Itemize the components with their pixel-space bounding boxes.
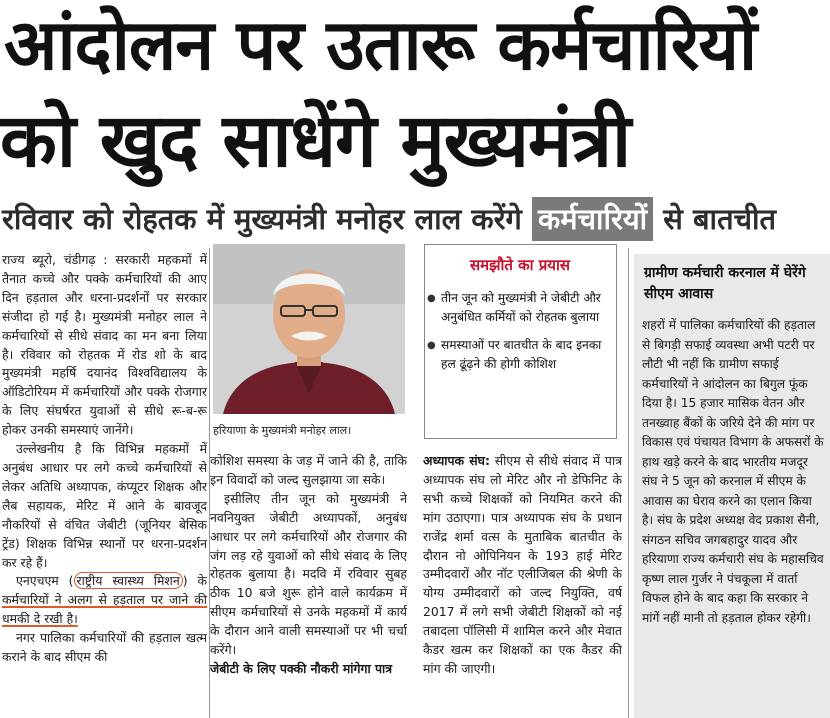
- info-box: [424, 244, 617, 439]
- portrait-image: [213, 244, 405, 414]
- sidebar-title: ग्रामीण कर्मचारी करनाल में घेरेंगे सीएम आवास: [644, 265, 806, 302]
- article-column-1: [2, 251, 207, 718]
- headline-line-2: को खुद साधेंगे मुख्यमंत्री: [0, 98, 631, 184]
- subhead-after: से बातचीत: [653, 202, 777, 236]
- text: सीएम से सीधे संवाद में पात्र अध्यापक संघ लो मेरिट और नो डेफिनिट के सभी कच्चे शिक्षकों को नियमित करने की मांग उठाएगा। पात्र अध्यापक संघ के प्रधान राजेंद्र शर्मा वत्स के मुताबिक बातचीत के दौरान नो ओपिनियन के 193 हाई मेरिट उम्मीदवारों और नॉट एलीजिबल की श्रेणी के योग्य उम्मीदवारों को जल्द नियुक्ति, वर्ष 2017 में लगे सभी जेबीटी शिक्षकों को नई तबादला पॉलिसी में शामिल करने और मेवात कैडर खत्म कर शिक्षकों का एक कैडर की मांग की जाएगी।: [423, 453, 622, 676]
- chief-minister-photo: [213, 244, 405, 414]
- text: ) के: [182, 573, 207, 589]
- subheading: जेबीटी के लिए पक्की नौकरी मांगेगा पात्र: [210, 660, 393, 676]
- sidebar-body: शहरों में पालिका कर्मचारियों की हड़ताल से बिगड़ी सफाई व्यवस्था अभी पटरी पर लौटी भी नहीं कि ग्रामीण सफाई कर्मचारियों ने आंदोलन का बिगुल फूंक दिया है। 15 हजार मासिक वेतन और तनख्वाह बैंकों के जरिये देने की मांग पर विकास एवं पंचायत विभाग के अफसरों के हाथ खड़े करने के बाद भारतीय मजदूर संघ ने 5 जून को करनाल में सीएम के आवास का घेराव करने का एलान किया है। संघ के प्रदेश अध्यक्ष वेद प्रकाश सैनी, संगठन सचिव जगबहादुर यादव और हरियाणा राज्य कर्मचारी संघ के महासचिव कृष्ण लाल गुर्जर ने पंचकूला में वार्ता विफल होने के बाद कहा कि सरकार ने मांगें नहीं मानी तो हड़ताल होकर रहेगी।: [642, 318, 824, 625]
- paragraph: नगर पालिका कर्मचारियों की हड़ताल खत्म कराने के बाद सीएम की: [2, 630, 207, 665]
- paragraph: [423, 452, 622, 679]
- info-box-list: [441, 289, 611, 383]
- paragraph: राज्य ब्यूरो, चंडीगढ़ : सरकारी महकमों में तैनात कच्चे और पक्के कर्मचारियों की आए दिन हड़ताल और धरना-प्रदर्शनों पर सरकार संजीदा हो गई है। मुख्यमंत्री मनोहर लाल ने कर्मचारियों से सीधे संवाद का मन बना लिया है। रविवार को रोहतक में रोड शो के बाद मुख्यमंत्री महर्षि दयानंद विश्वविद्यालय के ऑडिटोरियम में कर्मचारियों और पक्के रोजगार के लिए संघर्षरत युवाओं से सीधे रू-ब-रू होकर उनकी समस्याएं जानेंगे।: [2, 252, 207, 438]
- section-label: अध्यापक संघ:: [423, 453, 490, 468]
- sidebar-story: [634, 254, 830, 718]
- article-column-3: [423, 452, 622, 718]
- circled-text: राष्ट्रीय स्वास्थ्य मिशन: [74, 572, 183, 589]
- subhead-highlight: कर्मचारियों: [532, 197, 653, 241]
- photo-caption: हरियाणा के मुख्यमंत्री मनोहर लाल।: [213, 424, 352, 437]
- info-box-title-text: समझौते का प्रयास: [470, 256, 570, 274]
- article-column-2: [210, 452, 407, 718]
- list-item: ● समस्याओं पर बातचीत के बाद इनका हल ढूंढ़ने की होगी कोशिश: [441, 336, 611, 374]
- info-box-title: [425, 255, 615, 275]
- paragraph: कोशिश समस्या के जड़ में जाने की है, ताकि इन विवादों को जल्द सुलझाया जा सके।: [210, 453, 407, 487]
- subhead-before: रविवार को रोहतक में मुख्यमंत्री मनोहर लाल करेंगे: [2, 202, 532, 236]
- text: एनएचएम (: [16, 573, 74, 589]
- paragraph: उल्लेखनीय है कि विभिन्न महकमों में अनुबंध आधार पर लगे कच्चे कर्मचारियों से लेकर अतिथि अध्यापक, कंप्यूटर शिक्षक और लैब सहायक, मेरिट में आने के बावजूद नौकरियों से वंचित जेबीटी (जूनियर बेसिक ट्रेंड) शिक्षक विभिन्न स्थानों पर धरना-प्रदर्शन कर रहे हैं।: [2, 441, 207, 570]
- paragraph-annotated: [2, 572, 207, 629]
- paragraph: इसीलिए तीन जून को मुख्यमंत्री ने नवनियुक्त जेबीटी अध्यापकों, अनुबंध आधार पर लगे कर्मचारियों और रोजगार की जंग लड़ रहे युवाओं को सीधे संवाद के लिए रोहतक बुलाया है। मदवि में रविवार सुबह ठीक 10 बजे शुरू होने वाले कार्यक्रम में सीएम कर्मचारियों से उनके महकमों में कार्य के दौरान आने वाली समस्याओं पर भी चर्चा करेंगे।: [210, 490, 407, 658]
- column-divider: [628, 248, 629, 718]
- underlined-text: कर्मचारियों ने अलग से हड़ताल पर जाने की धमकी दे रखी है।: [2, 592, 207, 627]
- list-item: ● तीन जून को मुख्यमंत्री ने जेबीटी और अनुबंधित कर्मियों को रोहतक बुलाया: [441, 289, 611, 327]
- headline-line-1: आंदोलन पर उतारू कर्मचारियों: [4, 4, 757, 86]
- subheadline: [2, 197, 830, 241]
